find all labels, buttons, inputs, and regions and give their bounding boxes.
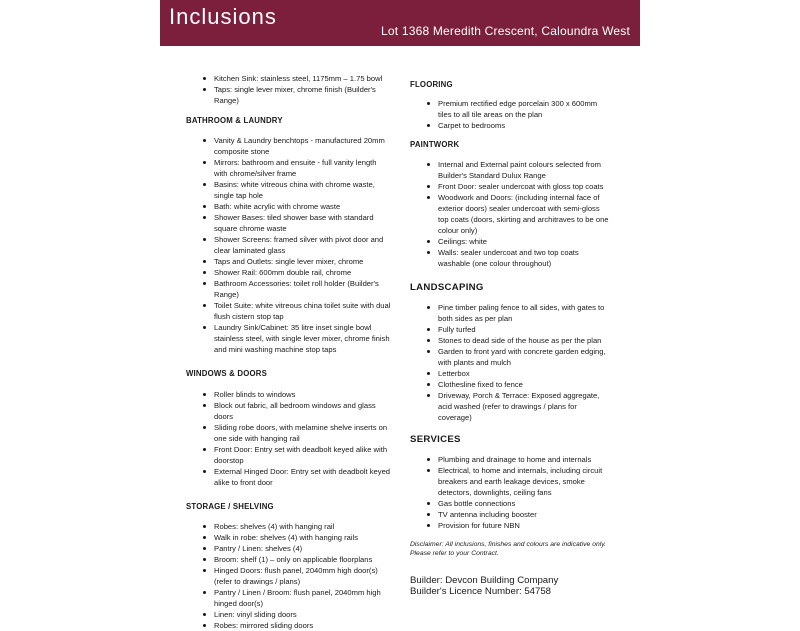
list-item: Bathroom Accessories: toilet roll holder (Builder's Range) [186, 278, 391, 300]
list-item: Sliding robe doors, with melamine shelve inserts on one side with hanging rail [186, 422, 391, 444]
header-banner [160, 0, 640, 46]
heading-paintwork: PAINTWORK [410, 140, 460, 149]
bathroom-list [186, 135, 391, 355]
list-item: Block out fabric, all bedroom windows and glass doors [186, 400, 391, 422]
list-item: Taps: single lever mixer, chrome finish (Builder's Range) [186, 84, 391, 106]
paintwork-list [410, 159, 610, 269]
list-item: Linen: vinyl sliding doors [186, 609, 391, 620]
flooring-list [410, 98, 610, 131]
list-item: Carpet to bedrooms [410, 120, 610, 131]
list-item: Ceilings: white [410, 236, 610, 247]
page-title: Inclusions [169, 4, 277, 29]
kitchen-list [186, 73, 391, 106]
list-item: Letterbox [410, 368, 610, 379]
list-item: Premium rectified edge porcelain 300 x 600mm tiles to all tile areas on the plan [410, 98, 610, 120]
list-item: Mirrors: bathroom and ensuite - full vanity length with chrome/silver frame [186, 157, 391, 179]
list-item: Woodwork and Doors: (including internal face of exterior doors) sealer undercoat with semi-gloss top coats (doors, skirting and architraves to be one colour only) [410, 192, 610, 236]
list-item: TV antenna including booster [410, 509, 610, 520]
list-item: Walk in robe: shelves (4) with hanging rails [186, 532, 391, 543]
list-item: External Hinged Door: Entry set with deadbolt keyed alike to front door [186, 466, 391, 488]
list-item: Robes: shelves (4) with hanging rail [186, 521, 391, 532]
list-item: Bath: white acrylic with chrome waste [186, 201, 391, 212]
left-column [186, 73, 391, 631]
windows-list [186, 389, 391, 488]
list-item: Walls: sealer undercoat and two top coats washable (one colour throughout) [410, 247, 610, 269]
list-item: Basins: white vitreous china with chrome waste, single tap hole [186, 179, 391, 201]
list-item: Internal and External paint colours selected from Builder's Standard Dulux Range [410, 159, 610, 181]
right-column [410, 79, 610, 597]
list-item: Electrical, to home and internals, including circuit breakers and earth leakage devices, smoke detectors, downlights, ceiling fans [410, 465, 610, 498]
list-item: Stones to dead side of the house as per the plan [410, 335, 610, 346]
list-item: Broom: shelf (1) – only on applicable floorplans [186, 554, 391, 565]
list-item: Gas bottle connections [410, 498, 610, 509]
disclaimer-line: Please refer to your Contract. [410, 550, 499, 557]
list-item: Shower Bases: tiled shower base with standard square chrome waste [186, 212, 391, 234]
landscaping-list [410, 302, 610, 423]
list-item: Provision for future NBN [410, 520, 610, 531]
list-item: Front Door: sealer undercoat with gloss top coats [410, 181, 610, 192]
storage-list [186, 521, 391, 631]
list-item: Garden to front yard with concrete garden edging, with plants and mulch [410, 346, 610, 368]
list-item: Driveway, Porch & Terrace: Exposed aggregate, acid washed (refer to drawings / plans for coverage) [410, 390, 610, 423]
list-item: Pantry / Linen: shelves (4) [186, 543, 391, 554]
list-item: Kitchen Sink: stainless steel, 1175mm – 1.75 bowl [186, 73, 391, 84]
builder-licence: Builder's Licence Number: 54758 [410, 586, 552, 597]
heading-landscaping: LANDSCAPING [410, 282, 484, 293]
list-item: Roller blinds to windows [186, 389, 391, 400]
list-item: Toilet Suite: white vitreous china toilet suite with dual flush cistern stop tap [186, 300, 391, 322]
list-item: Plumbing and drainage to home and internals [410, 454, 610, 465]
list-item: Shower Screens: framed silver with pivot door and clear laminated glass [186, 234, 391, 256]
list-item: Fully turfed [410, 324, 610, 335]
list-item: Taps and Outlets: single lever mixer, chrome [186, 256, 391, 267]
list-item: Vanity & Laundry benchtops - manufactured 20mm composite stone [186, 135, 391, 157]
list-item: Front Door: Entry set with deadbolt keyed alike with doorstop [186, 444, 391, 466]
list-item: Pine timber paling fence to all sides, with gates to both sides as per plan [410, 302, 610, 324]
heading-bathroom-laundry: BATHROOM & LAUNDRY [186, 116, 283, 125]
list-item: Clothesline fixed to fence [410, 379, 610, 390]
services-list [410, 454, 610, 531]
heading-services: SERVICES [410, 434, 461, 445]
builder-info [410, 575, 610, 597]
lot-address: Lot 1368 Meredith Crescent, Caloundra West [381, 24, 630, 38]
disclaimer [410, 540, 610, 558]
list-item: Hinged Doors: flush panel, 2040mm high door(s) (refer to drawings / plans) [186, 565, 391, 587]
heading-storage-shelving: STORAGE / SHELVING [186, 502, 274, 511]
builder-name: Builder: Devcon Building Company [410, 575, 559, 586]
heading-flooring: FLOORING [410, 80, 453, 89]
disclaimer-line: Disclaimer: All inclusions, finishes and colours are indicative only. [410, 541, 607, 548]
heading-windows-doors: WINDOWS & DOORS [186, 369, 267, 378]
list-item: Laundry Sink/Cabinet: 35 litre inset single bowl stainless steel, with single lever mixer, chrome finish and mini washing machine stop taps [186, 322, 391, 355]
list-item: Robes: mirrored sliding doors [186, 620, 391, 631]
list-item: Shower Rail: 600mm double rail, chrome [186, 267, 391, 278]
list-item: Pantry / Linen / Broom: flush panel, 2040mm high hinged door(s) [186, 587, 391, 609]
